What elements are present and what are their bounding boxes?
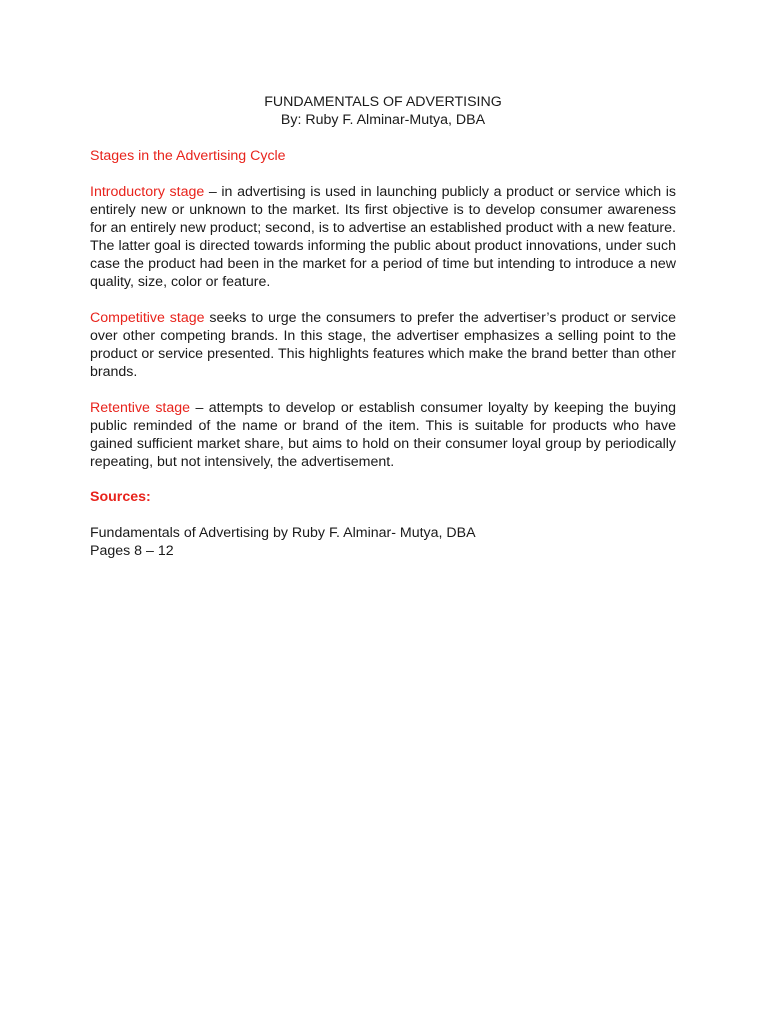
- term-retentive-stage: Retentive stage: [90, 400, 191, 416]
- document-title: FUNDAMENTALS OF ADVERTISING: [264, 94, 502, 110]
- term-competitive-stage: Competitive stage: [90, 310, 205, 326]
- paragraph-competitive-stage: [90, 309, 676, 381]
- term-introductory-stage: Introductory stage: [90, 184, 205, 200]
- source-pages: Pages 8 – 12: [90, 543, 174, 559]
- document-body: [90, 93, 676, 560]
- source-citation: Fundamentals of Advertising by Ruby F. Alminar- Mutya, DBA: [90, 525, 476, 541]
- paragraph-introductory-stage: [90, 183, 676, 291]
- document-byline: By: Ruby F. Alminar-Mutya, DBA: [280, 112, 486, 128]
- paragraph-text: – attempts to develop or establish consumer loyalty by keeping the buying public reminded of the name or brand of the item. This is suitable for products who have gained sufficient market share, but aims to hold on their consumer loyal group by periodically repeating, but not intensively, the advertisement.: [90, 400, 676, 470]
- sources-heading: Sources:: [90, 489, 151, 505]
- paragraph-retentive-stage: [90, 399, 676, 471]
- paragraph-text: – in advertising is used in launching publicly a product or service which is entirely new or unknown to the market. Its first objective is to develop consumer awareness for an entirely new product; second, is to advertise an established product with a new feature. The latter goal is directed towards informing the public about product innovations, under such case the product had been in the market for a period of time but intending to introduce a new quality, size, color or feature.: [90, 184, 676, 290]
- paragraph-text: seeks to urge the consumers to prefer the advertiser’s product or service over other competing brands. In this stage, the advertiser emphasizes a selling point to the product or service presented. This highlights features which make the brand better than other brands.: [90, 310, 676, 380]
- section-heading: Stages in the Advertising Cycle: [90, 148, 286, 164]
- sources-list: [90, 524, 676, 560]
